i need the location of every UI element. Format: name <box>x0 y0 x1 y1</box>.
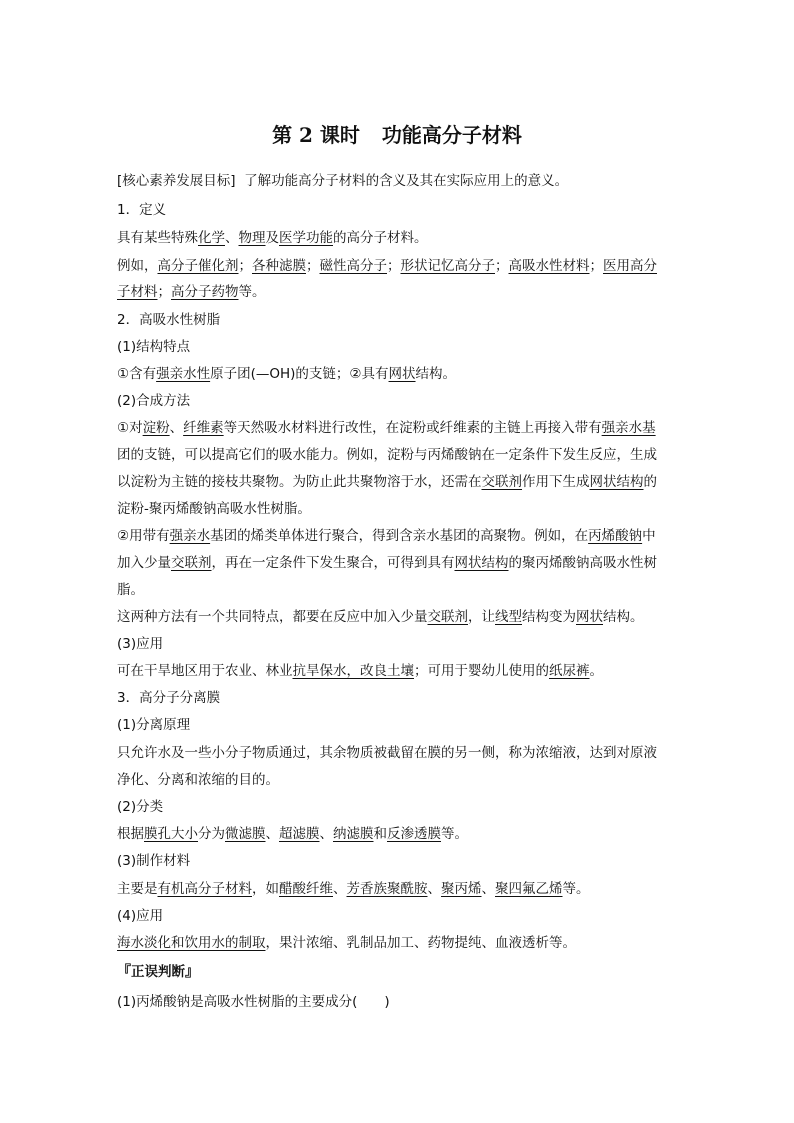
answer-blank: 交联剂 <box>481 474 522 490</box>
text-run: 结构。 <box>603 609 644 625</box>
text-run: ①对 <box>117 420 143 436</box>
core-goal <box>117 171 679 191</box>
text-run: 、 <box>265 826 279 842</box>
principle-line-1: 只允许水及一些小分子物质通过，其余物质被截留在膜的另一侧，称为浓缩液，达到对原液 <box>117 745 657 761</box>
answer-blank: 交联剂 <box>171 555 212 571</box>
core-goal-label: [核心素养发展目标] <box>117 173 236 189</box>
text-run: 等。 <box>562 881 590 897</box>
text-run: 主要是 <box>117 881 158 897</box>
section-heading-resin: 2．高吸水性树脂 <box>117 312 221 328</box>
answer-blank: 化学 <box>198 230 225 246</box>
page-title <box>0 121 794 149</box>
method2-line-a <box>117 526 679 546</box>
answer-blank: 纤维素 <box>183 420 224 436</box>
subheading-usage: (4)应用 <box>117 908 164 924</box>
text-run: 的高分子材料。 <box>333 230 428 246</box>
judgement-label: 正误判断 <box>131 964 185 980</box>
core-goal-text: 了解功能高分子材料的含义及其在实际应用上的意义。 <box>244 173 569 189</box>
answer-blank: 有机高分子材料 <box>157 881 252 897</box>
method2-line-c: 脂。 <box>117 582 144 598</box>
answer-blank: 高吸水性材料 <box>508 258 590 274</box>
text-run: 等。 <box>441 826 468 842</box>
answer-blank: 高分子催化剂 <box>157 258 239 274</box>
text-run: 中 <box>642 528 656 544</box>
answer-blank: 磁性高分子 <box>319 258 387 274</box>
answer-blank: 强亲水 <box>169 528 211 544</box>
text-run: 等。 <box>238 284 266 300</box>
answer-blank: 纸尿裤 <box>549 663 590 679</box>
application-line <box>117 661 679 681</box>
text-run: ； <box>495 258 509 274</box>
section-heading-definition: 1．定义 <box>117 202 167 218</box>
text-run: ，再在一定条件下发生聚合，可得到具有 <box>211 555 455 571</box>
answer-blank: 丙烯酸钠 <box>588 528 643 544</box>
method1-line-b: 团的支链，可以提高它们的吸水能力。例如，淀粉与丙烯酸钠在一定条件下发生反应，生成 <box>117 447 657 463</box>
text-run: 的 <box>643 474 657 490</box>
answer-blank: 交联剂 <box>427 609 468 625</box>
answer-blank: 芳香族聚酰胺 <box>346 881 428 897</box>
text-run: ①含有 <box>117 366 157 382</box>
text-run: ； <box>387 258 401 274</box>
text-run: ；可用于婴幼儿使用的 <box>414 663 549 679</box>
text-run: 的聚丙烯酸钠高吸水性树 <box>508 555 657 571</box>
answer-blank: 超滤膜 <box>279 826 320 842</box>
subheading-material: (3)制作材料 <box>117 853 191 869</box>
answer-blank: 医学功能 <box>279 230 333 246</box>
subheading-classification: (2)分类 <box>117 799 164 815</box>
corner-bracket-open-icon: 『 <box>117 964 131 980</box>
text-run: ，如 <box>252 881 279 897</box>
text-run: 、 <box>427 881 441 897</box>
text-run: 和 <box>373 826 387 842</box>
subheading-application: (3)应用 <box>117 636 164 652</box>
answer-blank: 物理 <box>238 230 266 246</box>
answer-blank: 醋酸纤维 <box>279 881 333 897</box>
structure-line <box>117 364 679 384</box>
text-run: 这两种方法有一个共同特点，都要在反应中加入少量 <box>117 609 428 625</box>
judgement-heading <box>117 962 679 982</box>
text-run: ，让 <box>468 609 495 625</box>
text-run: 结构。 <box>415 366 457 382</box>
text-run: 例如， <box>117 258 158 274</box>
answer-blank: 强亲水基 <box>601 420 656 436</box>
answer-blank: 网状 <box>388 366 416 382</box>
answer-blank: 线型 <box>495 609 522 625</box>
section-heading-membrane: 3．高分子分离膜 <box>117 690 221 706</box>
answer-blank: 医用高分 <box>603 258 657 274</box>
common-feature-line <box>117 607 679 627</box>
answer-blank: 强亲水性 <box>156 366 211 382</box>
definition-line <box>117 228 679 248</box>
answer-blank: 膜孔大小 <box>144 826 198 842</box>
text-run: 、 <box>319 826 333 842</box>
text-run: ； <box>238 258 252 274</box>
answer-blank: 各种滤膜 <box>252 258 306 274</box>
text-run: 基团的烯类单体进行聚合，得到含亲水基团的高聚物。例如，在 <box>210 528 589 544</box>
lesson-number: 第 2 课时 <box>272 123 360 147</box>
text-run: 具有某些特殊 <box>117 230 198 246</box>
example-line-1 <box>117 256 679 276</box>
text-run: 等天然吸水材料进行改性，在淀粉或纤维素的主链上再接入带有 <box>223 420 602 436</box>
answer-blank: 网状结构 <box>589 474 644 490</box>
method1-line-c <box>117 472 679 492</box>
method2-line-b <box>117 553 679 573</box>
text-run: 及 <box>265 230 279 246</box>
answer-blank: 聚四氟乙烯 <box>495 881 563 897</box>
answer-blank: 形状记忆高分子 <box>400 258 495 274</box>
method1-line-a <box>117 418 679 438</box>
corner-bracket-close-icon: 』 <box>185 964 199 980</box>
answer-blank: 纳滤膜 <box>333 826 374 842</box>
method1-line-d: 淀粉-聚丙烯酸钠高吸水性树脂。 <box>117 501 311 517</box>
text-run: 、 <box>333 881 347 897</box>
answer-blank: 反渗透膜 <box>387 826 441 842</box>
text-run: 、 <box>169 420 184 436</box>
answer-blank: 淀粉 <box>142 420 170 436</box>
text-run: 可在干旱地区用于农业、林业 <box>117 663 293 679</box>
question-1: (1)丙烯酸钠是高吸水性树脂的主要成分( ) <box>117 994 390 1010</box>
text-run: 分为 <box>198 826 225 842</box>
text-run: ； <box>589 258 603 274</box>
text-run: 原子团(—OH)的支链；②具有 <box>210 366 389 382</box>
subheading-structure: (1)结构特点 <box>117 339 191 355</box>
classification-line <box>117 824 679 844</box>
text-run: 。 <box>589 663 603 679</box>
answer-blank: 海水淡化和饮用水的制取 <box>117 935 266 951</box>
text-run: 以淀粉为主链的接枝共聚物。为防止此共聚物溶于水，还需在 <box>117 474 482 490</box>
example-line-2 <box>117 282 679 302</box>
answer-blank: 微滤膜 <box>225 826 266 842</box>
answer-blank: 聚丙烯 <box>441 881 482 897</box>
text-run: ； <box>157 284 171 300</box>
usage-line <box>117 933 679 953</box>
text-run: 作用下生成 <box>522 474 590 490</box>
answer-blank: 高分子药物 <box>171 284 239 300</box>
text-run: 结构变为 <box>522 609 576 625</box>
answer-blank: 网状结构 <box>454 555 509 571</box>
subheading-synthesis: (2)合成方法 <box>117 393 191 409</box>
principle-line-2: 净化、分离和浓缩的目的。 <box>117 772 279 788</box>
answer-blank: 抗旱保水，改良土壤 <box>292 663 414 679</box>
subheading-principle: (1)分离原理 <box>117 717 191 733</box>
text-run: ②用带有 <box>117 528 170 544</box>
text-run: 、 <box>481 881 495 897</box>
text-run: ； <box>306 258 320 274</box>
lesson-title: 功能高分子材料 <box>381 123 522 147</box>
text-run: 、 <box>225 230 239 246</box>
material-line <box>117 879 679 899</box>
answer-blank: 子材料 <box>117 284 158 300</box>
answer-blank: 网状 <box>576 609 603 625</box>
text-run: ，果汁浓缩、乳制品加工、药物提纯、血液透析等。 <box>265 935 576 951</box>
text-run: 加入少量 <box>117 555 171 571</box>
text-run: 根据 <box>117 826 144 842</box>
